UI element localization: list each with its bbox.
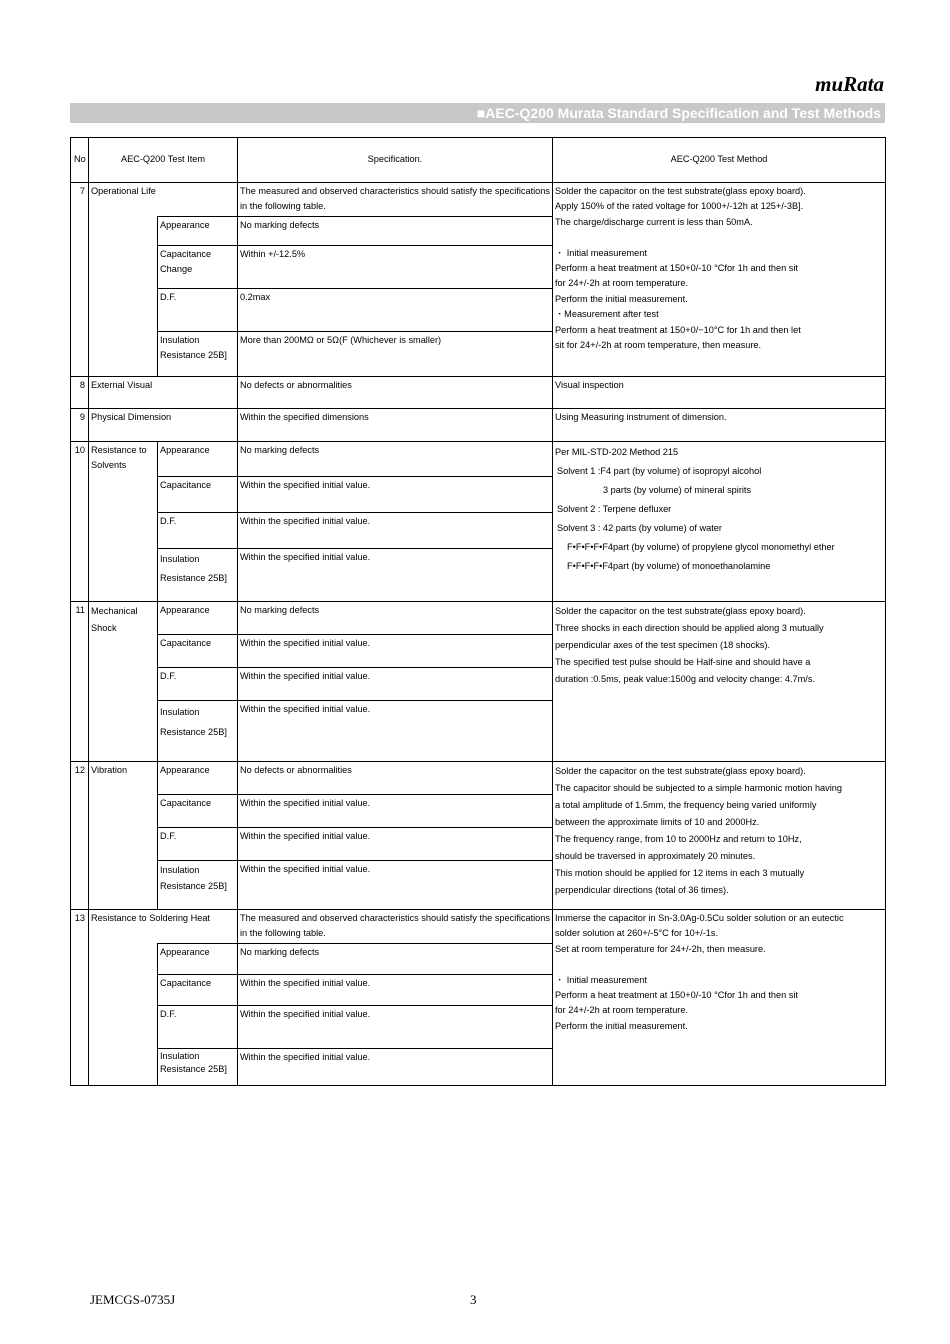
murata-logo: muRata: [815, 72, 884, 96]
spec-table: [70, 137, 886, 1086]
method-line: Apply 150% of the rated voltage for 1000+/-12h at 125+/-3B].: [555, 201, 804, 212]
method-line: perpendicular directions (total of 36 times).: [555, 885, 729, 895]
sub-spec: More than 200MΩ or 5Ω(F (Whichever is smaller): [238, 332, 553, 377]
method-line: Solder the capacitor on the test substrate(glass epoxy board).: [555, 766, 806, 776]
header-no: No: [71, 138, 89, 183]
method-line: The capacitor should be subjected to a simple harmonic motion having: [555, 783, 843, 793]
method-line: Immerse the capacitor in Sn-3.0Ag-0.5Cu solder solution or an eutectic: [555, 913, 844, 923]
method-line: ・ Initial measurement: [555, 974, 647, 985]
item-spacer: [89, 943, 158, 1085]
item-spacer: [89, 217, 158, 377]
method-line: Solder the capacitor on the test substrate(glass epoxy board).: [555, 186, 806, 196]
table-header-row: [71, 138, 886, 183]
method-line: [555, 957, 883, 972]
test-method: [553, 910, 886, 1086]
sub-spec: No defects or abnormalities: [238, 762, 553, 795]
method-line: duration :0.5ms, peak value:1500g and velocity change: 4.7m/s.: [555, 674, 815, 684]
table-row: [71, 409, 886, 442]
row-no: 10: [71, 442, 89, 602]
sub-item: D.F.: [158, 1005, 238, 1048]
header-item: AEC-Q200 Test Item: [89, 138, 238, 183]
method-line: Solvent 1 :F4 part (by volume) of isopropyl alcohol: [557, 466, 762, 476]
sub-spec: Within the specified initial value.: [238, 549, 553, 602]
method-line: F•F•F•F•F4part (by volume) of monoethanolamine: [567, 561, 771, 571]
method-line: between the approximate limits of 10 and 2000Hz.: [555, 817, 760, 827]
sub-spec: Within the specified initial value.: [238, 974, 553, 1005]
method-line: solder solution at 260+/-5°C for 10+/-1s.: [555, 928, 719, 939]
test-method: [553, 762, 886, 910]
sub-spec: No marking defects: [238, 943, 553, 974]
method-line: for 24+/-2h at room temperature.: [555, 1005, 689, 1016]
test-item: Vibration: [89, 762, 158, 910]
sub-item: Insulation Resistance 25B]: [158, 549, 238, 602]
method-line: perpendicular axes of the test specimen (18 shocks).: [555, 640, 770, 650]
sub-item: Capacitance: [158, 795, 238, 828]
table-row: [71, 377, 886, 409]
method-line: ・Measurement after test: [555, 309, 659, 320]
document-code: JEMCGS-0735J: [90, 1292, 176, 1307]
method-line: sit for 24+/-2h at room temperature, then measure.: [555, 340, 762, 351]
spec: No defects or abnormalities: [238, 377, 553, 409]
sub-item: Insulation Resistance 25B]: [158, 701, 238, 762]
spec-note: The measured and observed characteristics should satisfy the specifications in the following table.: [238, 183, 553, 217]
header-spec: Specification.: [238, 138, 553, 183]
method-line: Solvent 2 : Terpene defluxer: [557, 504, 672, 514]
sub-item: Appearance: [158, 442, 238, 477]
test-item: Operational Life: [89, 183, 238, 217]
sub-item: Capacitance Change: [158, 246, 238, 289]
sub-item: Capacitance: [158, 635, 238, 668]
sub-item: D.F.: [158, 668, 238, 701]
method-line: Perform a heat treatment at 150+0/-10 °Cfor 1h and then sit: [555, 263, 798, 274]
spec-note: The measured and observed characteristics should satisfy the specifications in the following table.: [238, 910, 553, 944]
sub-spec: No marking defects: [238, 442, 553, 477]
method-line: Perform a heat treatment at 150+0/−10°C for 1h and then let: [555, 324, 801, 335]
page-number: 3: [470, 1292, 477, 1307]
method-line: This motion should be applied for 12 items in each 3 mutually: [555, 868, 805, 878]
spec: Within the specified dimensions: [238, 409, 553, 442]
method-line: 3 parts (by volume) of mineral spirits: [603, 485, 752, 495]
sub-spec: Within the specified initial value.: [238, 635, 553, 668]
table-row: [71, 442, 886, 477]
row-no: 13: [71, 910, 89, 1086]
sub-spec: Within the specified initial value.: [238, 668, 553, 701]
sub-item: D.F.: [158, 289, 238, 332]
sub-item: Insulation Resistance 25B]: [158, 861, 238, 910]
test-method: Visual inspection: [553, 377, 886, 409]
row-no: 8: [71, 377, 89, 409]
sub-spec: Within +/-12.5%: [238, 246, 553, 289]
row-no: 9: [71, 409, 89, 442]
test-method: [553, 442, 886, 602]
method-line: The specified test pulse should be Half-sine and should have a: [555, 657, 811, 667]
method-line: The charge/discharge current is less than 50mA.: [555, 216, 753, 227]
method-line: Solder the capacitor on the test substrate(glass epoxy board).: [555, 606, 806, 616]
header-method: AEC-Q200 Test Method: [553, 138, 886, 183]
banner-title: ■AEC-Q200 Murata Standard Specification and Test Methods: [476, 105, 881, 121]
method-line: Perform the initial measurement.: [555, 1020, 688, 1031]
sub-item: Appearance: [158, 602, 238, 635]
method-line: The frequency range, from 10 to 2000Hz and return to 10Hz,: [555, 834, 802, 844]
sub-spec: Within the specified initial value.: [238, 701, 553, 762]
sub-item: D.F.: [158, 828, 238, 861]
sub-spec: Within the specified initial value.: [238, 513, 553, 549]
sub-spec: Within the specified initial value.: [238, 1005, 553, 1048]
sub-item: Insulation Resistance 25B]: [158, 332, 238, 377]
table-row: [71, 910, 886, 944]
test-item: Mechanical Shock: [89, 602, 158, 762]
method-line: for 24+/-2h at room temperature.: [555, 278, 689, 289]
sub-item: Insulation Resistance 25B]: [158, 1048, 238, 1085]
sub-item: D.F.: [158, 513, 238, 549]
test-item: Resistance to Solvents: [89, 442, 158, 602]
method-line: a total amplitude of 1.5mm, the frequency being varied uniformly: [555, 800, 817, 810]
method-line: ・ Initial measurement: [555, 247, 647, 258]
sub-spec: No marking defects: [238, 217, 553, 246]
sub-spec: 0.2max: [238, 289, 553, 332]
test-item: External Visual: [89, 377, 238, 409]
test-method: Using Measuring instrument of dimension.: [553, 409, 886, 442]
table-row: [71, 602, 886, 635]
sub-spec: Within the specified initial value.: [238, 477, 553, 513]
method-line: Three shocks in each direction should be applied along 3 mutually: [555, 623, 824, 633]
sub-spec: Within the specified initial value.: [238, 861, 553, 910]
method-line: should be traversed in approximately 20 minutes.: [555, 851, 756, 861]
table-row: [71, 762, 886, 795]
sub-spec: No marking defects: [238, 602, 553, 635]
test-method: [553, 183, 886, 377]
method-line: Perform a heat treatment at 150+0/-10 °Cfor 1h and then sit: [555, 990, 798, 1001]
method-line: Per MIL-STD-202 Method 215: [555, 447, 679, 457]
sub-item: Appearance: [158, 762, 238, 795]
sub-item: Appearance: [158, 943, 238, 974]
sub-item: Appearance: [158, 217, 238, 246]
method-line: F•F•F•F•F4part (by volume) of propylene glycol monomethyl ether: [567, 542, 835, 552]
method-line: Perform the initial measurement.: [555, 293, 688, 304]
row-no: 7: [71, 183, 89, 377]
sub-spec: Within the specified initial value.: [238, 828, 553, 861]
sub-item: Capacitance: [158, 974, 238, 1005]
section-banner: [70, 103, 885, 123]
table-row: [71, 183, 886, 217]
method-line: Solvent 3 : 42 parts (by volume) of water: [557, 523, 722, 533]
row-no: 11: [71, 602, 89, 762]
sub-spec: Within the specified initial value.: [238, 1048, 553, 1085]
sub-item: Capacitance: [158, 477, 238, 513]
sub-spec: Within the specified initial value.: [238, 795, 553, 828]
test-item: Physical Dimension: [89, 409, 238, 442]
method-line: Set at room temperature for 24+/-2h, then measure.: [555, 943, 766, 954]
method-line: [555, 230, 883, 245]
test-item: Resistance to Soldering Heat: [89, 910, 238, 944]
test-method: [553, 602, 886, 762]
row-no: 12: [71, 762, 89, 910]
